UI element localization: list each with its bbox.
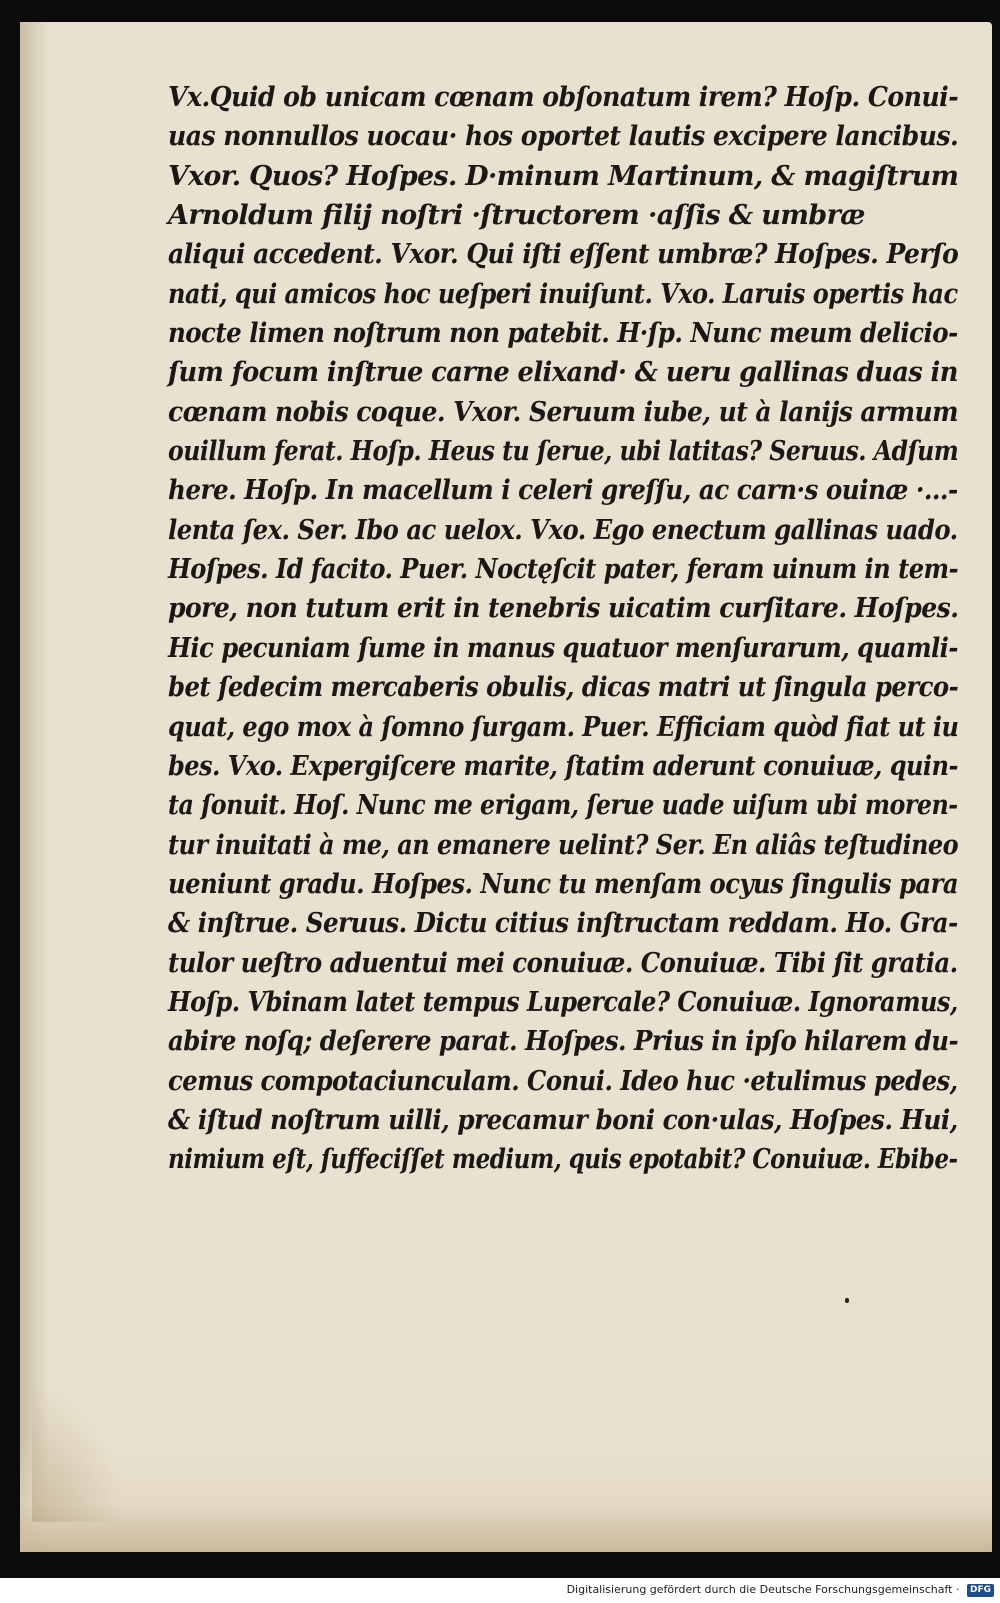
text-line-14: pore, non tutum erit in tenebris uicatim curſitare. Hoſpes.: [168, 593, 959, 625]
text-line-6: nati, qui amicos hoc ueſperi inuiſunt. Vxo. Laruis opertis hac: [168, 278, 958, 310]
text-line-1: Vx.Quid ob unicam cœnam obſonatum irem? Hoſp. Conui-: [168, 82, 959, 113]
text-line-8: ſum focum inſtrue carne elixand· & ueru gallinas duas in: [168, 357, 958, 389]
text-line-4: Arnoldum filij noſtri ·ſtructorem ·aſſis & umbræ: [168, 200, 865, 232]
text-line-20: tur inuitati à me, an emanere uelint? Ser. En aliâs teſtudineo: [168, 829, 959, 861]
text-line-16: bet ſedecim mercaberis obulis, dicas matri ut ſingula perco-: [168, 672, 959, 704]
text-line-5: aliqui accedent. Vxor. Qui iſti eſſent umbræ? Hoſpes. Perſo: [168, 239, 959, 271]
text-line-10: ouillum ferat. Hoſp. Heus tu ſerue, ubi latitas? Seruus. Adſum: [168, 436, 959, 468]
page-gutter-shadow: [20, 22, 50, 1552]
text-line-22: & inſtrue. Seruus. Dictu citius inſtructam reddam. Ho. Gra-: [168, 908, 958, 940]
ink-speck: [845, 1298, 849, 1303]
text-line-7: nocte limen noſtrum non patebit. H·ſp. Nunc meum delicio-: [168, 318, 958, 350]
text-line-17: quat, ego mox à ſomno ſurgam. Puer. Efficiam quòd fiat ut iu: [168, 711, 959, 743]
digitization-footer: [0, 1580, 994, 1600]
page-bottom-stain: [20, 1442, 992, 1552]
text-line-2: uas nonnullos uocau· hos oportet lautis excipere lancibus.: [168, 121, 959, 153]
text-line-24: Hoſp. Vbinam latet tempus Lupercale? Conuiuæ. Ignoramus,: [168, 986, 958, 1018]
text-line-3: Vxor. Quos? Hoſpes. D·minum Martinum, & magiſtrum: [168, 160, 959, 192]
text-line-9: cœnam nobis coque. Vxor. Seruum iube, ut à lanijs armum: [168, 396, 958, 428]
text-line-15: Hic pecuniam ſume in manus quatuor menſurarum, quamli-: [168, 632, 958, 664]
dfg-logo: DFG: [967, 1584, 994, 1597]
text-line-11: here. Hoſp. In macellum i celeri greſſu, ac carn·s ouinæ ·...-: [168, 475, 958, 507]
page-corner-stain: [32, 1382, 122, 1522]
text-line-13: Hoſpes. Id facito. Puer. Noctęſcit pater, feram uinum in tem-: [168, 554, 959, 586]
text-line-27: & iſtud noſtrum uilli, precamur boni con·ulas, Hoſpes. Hui,: [168, 1104, 958, 1136]
footer-credit-text: Digitalisierung gefördert durch die Deutsche Forschungsgemeinschaft ·: [566, 1583, 960, 1596]
text-line-28: nimium eſt, ſuffeciſſet medium, quis epotabit? Conuiuæ. Ebibe-: [168, 1144, 958, 1176]
text-line-12: lenta ſex. Ser. Ibo ac uelox. Vxo. Ego enectum gallinas uado.: [168, 514, 958, 546]
page-text-block: [168, 78, 958, 1180]
text-line-18: bes. Vxo. Expergiſcere marite, ſtatim aderunt conuiuæ, quin-: [168, 750, 958, 782]
text-line-23: tulor ueſtro aduentui mei conuiuæ. Conuiuæ. Tibi ſit gratia.: [168, 947, 958, 979]
text-line-26: cemus compotaciunculam. Conui. Ideo huc ·etulimus pedes,: [168, 1065, 958, 1097]
text-line-25: abire noſq; deſerere parat. Hoſpes. Prius in ipſo hilarem du-: [168, 1026, 959, 1058]
text-line-21: ueniunt gradu. Hoſpes. Nunc tu menſam ocyus ſingulis para: [168, 868, 959, 900]
text-line-19: ta ſonuit. Hoſ. Nunc me erigam, ſerue uade uiſum ubi moren-: [168, 790, 958, 822]
